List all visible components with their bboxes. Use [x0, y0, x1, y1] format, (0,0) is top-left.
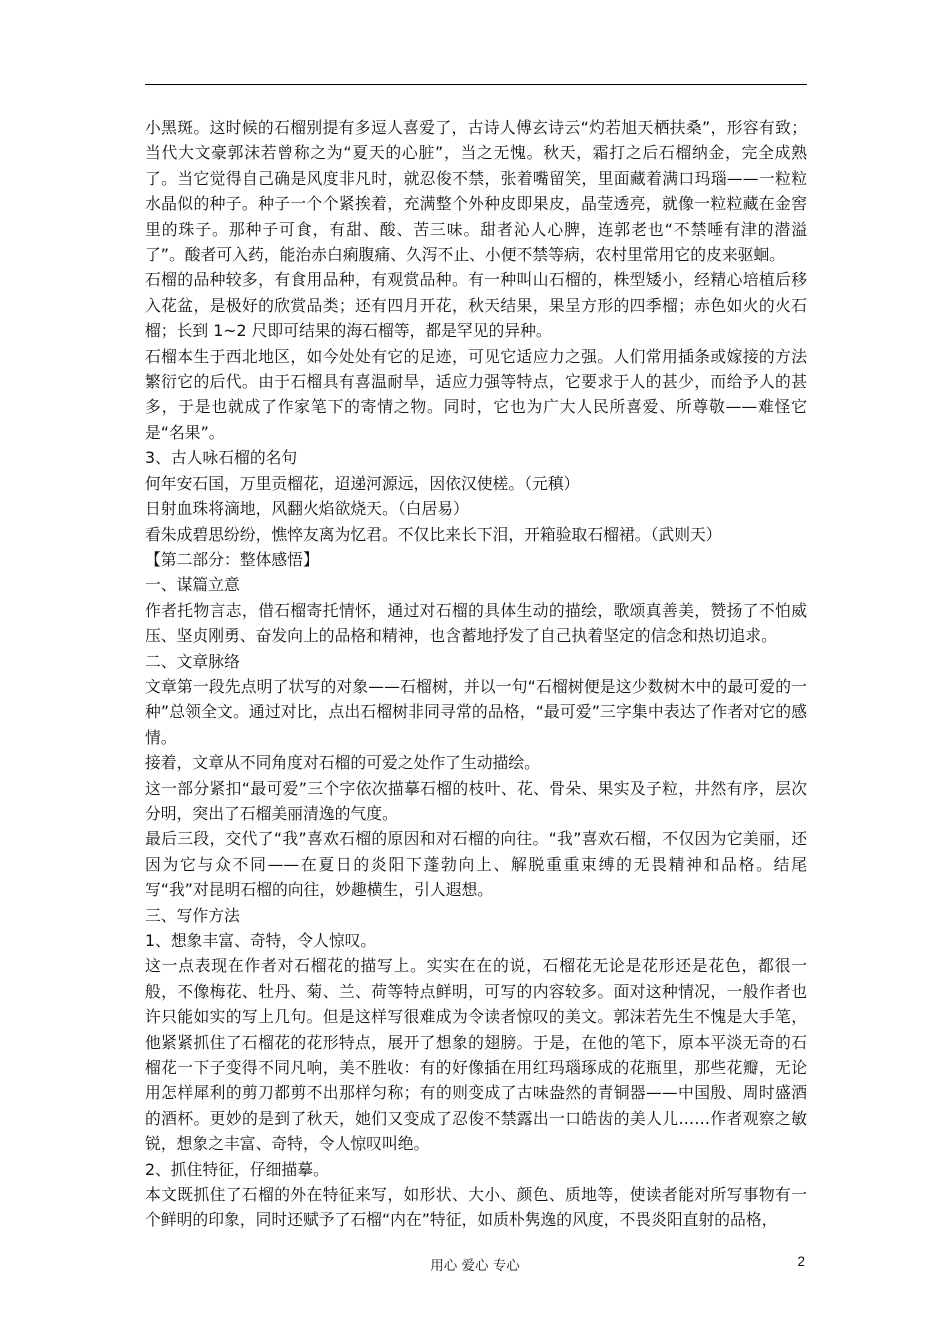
section-heading: 二、文章脉络 [145, 651, 240, 671]
paragraph: 小黑斑。这时候的石榴别提有多逗人喜爱了，古诗人傅玄诗云“灼若旭天栖扶桑”，形容有致；当代大文豪郭沫若曾称之为“夏天的心脏”，当之无愧。秋天，霜打之后石榴纳金，完全成熟了。当它觉得自己确是风度非凡时，就忍俊不禁，张着嘴留笑，里面藏着满口玛瑙——一粒粒水晶似的种子。种子一个个紧挨着，充满整个外种皮即果皮，晶莹透亮，就像一粒粒藏在金窖里的珠子。那种子可食，有甜、酸、苦三味。甜者沁人心脾，连郭老也“不禁唾有津的潜溢了”。酸者可入药，能治赤白痢腹痛、久泻不止、小便不禁等病，农村里常用它的皮来驱蛔。 [145, 118, 807, 265]
paragraph: 接着，文章从不同角度对石榴的可爱之处作了生动描绘。 [145, 753, 540, 773]
paragraph: 石榴的品种较多，有食用品种，有观赏品种。有一种叫山石榴的，株型矮小，经精心培植后移入花盆，是极好的欣赏品类；还有四月开花，秋天结果，果呈方形的四季榴；赤色如火的火石榴；长到 1~2 尺即可结果的海石榴等，都是罕见的异种。 [145, 270, 807, 341]
paragraph: 最后三段，交代了“我”喜欢石榴的原因和对石榴的向往。“我”喜欢石榴，不仅因为它美丽，还因为它与众不同——在夏日的炎阳下蓬勃向上、解脱重重束缚的无畏精神和品格。结尾写“我”对昆明石榴的向往，妙趣横生，引人遐想。 [145, 829, 807, 900]
subsection-heading: 2、抓住特征，仔细描摹。 [145, 1159, 329, 1179]
poem-line: 日射血珠将滴地，风翻火焰欲烧天。（白居易） [145, 499, 469, 519]
paragraph: 石榴本生于西北地区，如今处处有它的足迹，可见它适应力之强。人们常用插条或嫁接的方法繁衍它的后代。由于石榴具有喜温耐旱，适应力强等特点，它要求于人的甚少，而给予人的甚多，于是也就成了作家笔下的寄情之物。同时，它也为广大人民所喜爱、所尊敬——难怪它是“名果”。 [145, 346, 807, 442]
section-heading: 一、谋篇立意 [145, 575, 240, 595]
poem-line: 看朱成碧思纷纷，憔悴友离为忆君。不仅比来长下泪，开箱验取石榴裙。（武则天） [145, 524, 722, 544]
poem-line: 何年安石国，万里贡榴花，迢递河源远，因依汉使槎。（元稹） [145, 473, 580, 493]
paragraph: 本文既抓住了石榴的外在特征来写，如形状、大小、颜色、质地等，使读者能对所写事物有一个鲜明的印象，同时还赋予了石榴“内在”特征，如质朴隽逸的风度，不畏炎阳直射的品格， [145, 1185, 807, 1230]
paragraph: 文章第一段先点明了状写的对象——石榴树，并以一句“石榴树便是这少数树木中的最可爱的一种”总领全文。通过对比，点出石榴树非同寻常的品格，“最可爱”三字集中表达了作者对它的感情。 [145, 676, 807, 747]
subsection-heading: 1、想象丰富、奇特，令人惊叹。 [145, 931, 377, 950]
footer-motto: 用心 爱心 专心 [430, 1258, 520, 1274]
part-heading: 【第二部分：整体感悟】 [145, 549, 319, 569]
body-text [145, 115, 807, 1233]
section-heading: 三、写作方法 [145, 905, 240, 925]
page-number: 2 [797, 1254, 805, 1269]
paragraph: 这一部分紧扣“最可爱”三个字依次描摹石榴的枝叶、花、骨朵、果实及子粒，井然有序，层次分明，突出了石榴美丽清逸的气度。 [145, 778, 807, 823]
paragraph: 这一点表现在作者对石榴花的描写上。实实在在的说，石榴花无论是花形还是花色，都很一般，不像梅花、牡丹、菊、兰、荷等特点鲜明，可写的内容较多。面对这种情况，一般作者也许只能如实的写上几句。但是这样写很难成为令读者惊叹的美文。郭沫若先生不愧是大手笔，他紧紧抓住了石榴花的花形特点，展开了想象的翅膀。于是，在他的笔下，原本平淡无奇的石榴花一下子变得不同凡响，美不胜收：有的好像插在用红玛瑙琢成的花瓶里，那些花瓣，无论用怎样犀利的剪刀都剪不出那样匀称；有的则变成了古味盎然的青铜器——中国殷、周时盛酒的酒杯。更妙的是到了秋天，她们又变成了忍俊不禁露出一口皓齿的美人儿……作者观察之敏锐，想象之丰富、奇特，令人惊叹叫绝。 [145, 956, 807, 1154]
section-heading: 3、古人咏石榴的名句 [145, 448, 298, 468]
header-rule [145, 84, 807, 85]
paragraph: 作者托物言志，借石榴寄托情怀，通过对石榴的具体生动的描绘，歌颂真善美，赞扬了不怕威压、坚贞刚勇、奋发向上的品格和精神，也含蓄地抒发了自己执着坚定的信念和热切追求。 [145, 600, 807, 646]
